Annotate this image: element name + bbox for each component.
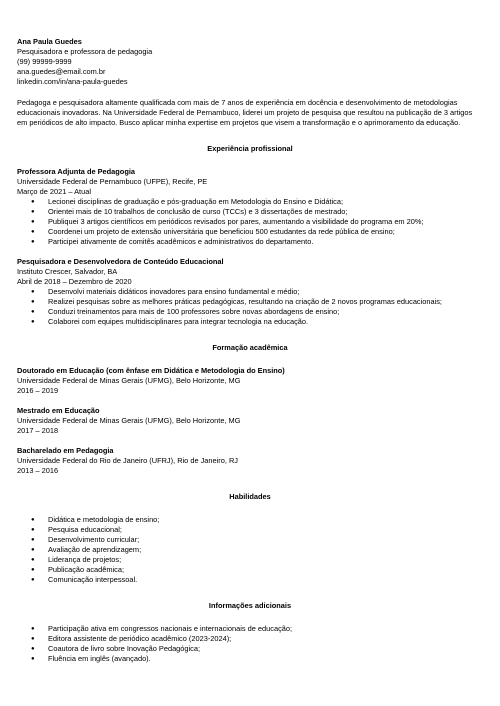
job-role: Pesquisadora e Desenvolvedora de Conteúdo Educacional — [17, 257, 224, 266]
list-item: ● Avaliação de aprendizagem; — [17, 545, 483, 555]
education-period: 2016 – 2019 — [17, 386, 59, 395]
list-item: ● Participação ativa em congressos nacionais e internacionais de educação; — [17, 624, 483, 634]
education-heading: Formação acadêmica — [212, 343, 288, 352]
list-item: ● Didática e metodologia de ensino; — [17, 515, 483, 525]
job-period: Abril de 2018 – Dezembro de 2020 — [17, 277, 132, 286]
job-organization: Universidade Federal de Pernambuco (UFPE), Recife, PE — [17, 177, 208, 186]
experience-entry — [17, 257, 483, 327]
institution-name: Universidade Federal de Minas Gerais (UFMG), Belo Horizonte, MG — [17, 416, 241, 425]
phone-number: (99) 99999-9999 — [17, 57, 72, 66]
list-item: ● Orientei mais de 10 trabalhos de conclusão de curso (TCCs) e 3 dissertações de mestrado; — [17, 207, 483, 217]
job-organization: Instituto Crescer, Salvador, BA — [17, 267, 118, 276]
list-item: ● Lecionei disciplinas de graduação e pós-graduação em Metodologia do Ensino e Didática; — [17, 197, 483, 207]
list-item: ● Realizei pesquisas sobre as melhores práticas pedagógicas, resultando na criação de 2 novos programas educacionais; — [17, 297, 483, 307]
education-period: 2017 – 2018 — [17, 426, 59, 435]
experience-entry — [17, 167, 483, 247]
resume-page — [17, 37, 483, 664]
education-period: 2013 – 2016 — [17, 466, 59, 475]
institution-name: Universidade Federal de Minas Gerais (UFMG), Belo Horizonte, MG — [17, 376, 241, 385]
resume-header — [17, 37, 483, 87]
list-item: ● Comunicação interpessoal. — [17, 575, 483, 585]
list-item: ● Editora assistente de periódico acadêmico (2023-2024); — [17, 634, 483, 644]
skills-list — [17, 515, 483, 585]
additional-info-heading: Informações adicionais — [208, 601, 292, 610]
additional-info-list — [17, 624, 483, 664]
skills-heading: Habilidades — [229, 492, 271, 501]
degree-title: Bacharelado em Pedagogia — [17, 446, 114, 455]
list-item: ● Conduzi treinamentos para mais de 100 professores sobre novas abordagens de ensino; — [17, 307, 483, 317]
education-entry — [17, 366, 483, 396]
education-entry — [17, 446, 483, 476]
list-item: ● Desenvolvi materiais didáticos inovadores para ensino fundamental e médio; — [17, 287, 483, 297]
list-item: ● Publiquei 3 artigos científicos em periódicos revisados por pares, aumentando a visibilidade do programa em 20%; — [17, 217, 483, 227]
institution-name: Universidade Federal do Rio de Janeiro (UFRJ), Rio de Janeiro, RJ — [17, 456, 238, 465]
list-item: ● Pesquisa educacional; — [17, 525, 483, 535]
list-item: ● Coordenei um projeto de extensão universitária que beneficiou 500 estudantes da rede pública de ensino; — [17, 227, 483, 237]
candidate-name: Ana Paula Guedes — [17, 37, 82, 46]
degree-title: Doutorado em Educação (com ênfase em Didática e Metodologia do Ensino) — [17, 366, 285, 375]
list-item: ● Coautora de livro sobre Inovação Pedagógica; — [17, 644, 483, 654]
list-item: ● Colaborei com equipes multidisciplinares para integrar tecnologia na educação. — [17, 317, 483, 327]
job-role: Professora Adjunta de Pedagogia — [17, 167, 136, 176]
list-item: ● Publicação acadêmica; — [17, 565, 483, 575]
job-period: Março de 2021 – Atual — [17, 187, 91, 196]
job-bullets — [17, 287, 483, 327]
email-address: ana.guedes@email.com.br — [17, 67, 106, 76]
list-item: ● Liderança de projetos; — [17, 555, 483, 565]
summary-paragraph: Pedagoga e pesquisadora altamente qualificada com mais de 7 anos de experiência em docência e desenvolvimento de metodologias educacionais inovadoras. Na Universidade Federal de Pernambuco, liderei um projeto de pesquisa que resultou na publicação de 3 artigos em periódicos de alto impacto. Busco aplicar minha expertise em projetos que visem a transformação e o aprimoramento da educação. — [17, 98, 473, 127]
candidate-title: Pesquisadora e professora de pedagogia — [17, 47, 153, 56]
list-item: ● Participei ativamente de comitês acadêmicos e administrativos do departamento. — [17, 237, 483, 247]
education-entry — [17, 406, 483, 436]
linkedin-url: linkedin.com/in/ana-paula-guedes — [17, 77, 128, 86]
experience-heading: Experiência profissional — [207, 144, 293, 153]
list-item: ● Desenvolvimento curricular; — [17, 535, 483, 545]
job-bullets — [17, 197, 483, 247]
list-item: ● Fluência em inglês (avançado). — [17, 654, 483, 664]
degree-title: Mestrado em Educação — [17, 406, 100, 415]
